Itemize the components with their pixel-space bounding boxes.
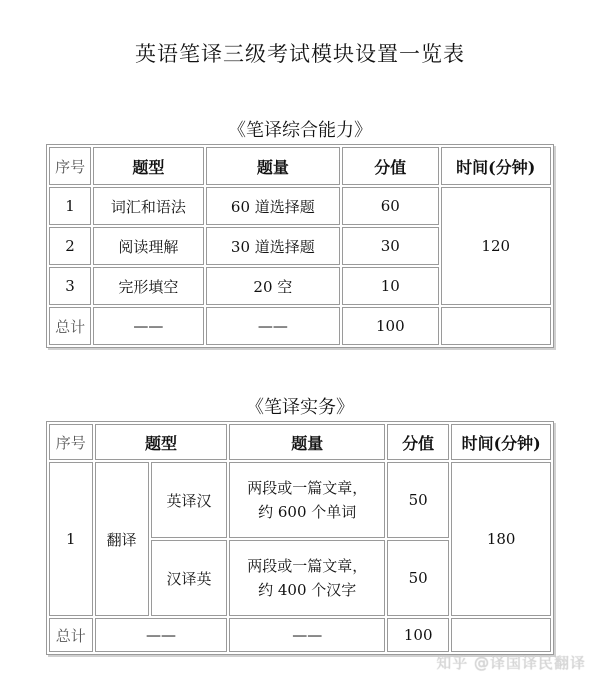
row-amount-line2: 约 400 个汉字 [258, 581, 357, 599]
total-type: —— [95, 618, 228, 652]
row-subtype: 英译汉 [151, 462, 228, 538]
row-amount: 60 道选择题 [206, 187, 341, 225]
row-amount-line1: 两段或一篇文章， [247, 479, 368, 497]
row-score: 60 [342, 187, 438, 225]
total-amount: —— [229, 618, 385, 652]
header-no: 序号 [49, 147, 91, 185]
row-type: 词汇和语法 [93, 187, 203, 225]
row-score: 10 [342, 267, 438, 305]
header-amount: 题量 [229, 424, 385, 460]
row-no: 3 [49, 267, 91, 305]
total-label: 总计 [49, 307, 91, 345]
row-amount: 20 空 [206, 267, 341, 305]
total-time-empty [441, 307, 552, 345]
table-total-row [49, 618, 551, 652]
header-time: 时间(分钟) [451, 424, 551, 460]
row-time: 120 [441, 187, 552, 305]
section-title-comprehensive: 《笔译综合能力》 [228, 120, 372, 141]
row-no: 2 [49, 227, 91, 265]
header-score: 分值 [387, 424, 449, 460]
row-no: 1 [49, 462, 93, 616]
header-amount: 题量 [206, 147, 341, 185]
row-amount-line1: 两段或一篇文章， [247, 557, 368, 575]
row-no: 1 [49, 187, 91, 225]
row-score: 30 [342, 227, 438, 265]
total-amount: —— [206, 307, 341, 345]
comprehensive-ability-table [46, 144, 554, 348]
row-amount [229, 462, 385, 538]
table-total-row [49, 307, 551, 345]
header-score: 分值 [342, 147, 438, 185]
translation-practice-table [46, 421, 554, 655]
total-score: 100 [387, 618, 449, 652]
header-type: 题型 [95, 424, 228, 460]
row-subtype: 汉译英 [151, 540, 228, 616]
row-amount [229, 540, 385, 616]
table-header-row [49, 147, 551, 185]
row-category: 翻译 [95, 462, 149, 616]
total-score: 100 [342, 307, 438, 345]
header-no: 序号 [49, 424, 93, 460]
total-type: —— [93, 307, 203, 345]
total-time-empty [451, 618, 551, 652]
row-type: 完形填空 [93, 267, 203, 305]
row-amount-line2: 约 600 个单词 [258, 503, 357, 521]
table-row [49, 187, 551, 225]
row-score: 50 [387, 462, 449, 538]
row-type: 阅读理解 [93, 227, 203, 265]
watermark: 知乎 @译国译民翻译 [436, 654, 586, 672]
table-row [49, 462, 551, 538]
section-title-practice: 《笔译实务》 [246, 397, 354, 418]
total-label: 总计 [49, 618, 93, 652]
header-time: 时间(分钟) [441, 147, 552, 185]
row-amount: 30 道选择题 [206, 227, 341, 265]
row-score: 50 [387, 540, 449, 616]
header-type: 题型 [93, 147, 203, 185]
table-header-row [49, 424, 551, 460]
page-title: 英语笔译三级考试模块设置一览表 [135, 42, 465, 66]
row-time: 180 [451, 462, 551, 616]
